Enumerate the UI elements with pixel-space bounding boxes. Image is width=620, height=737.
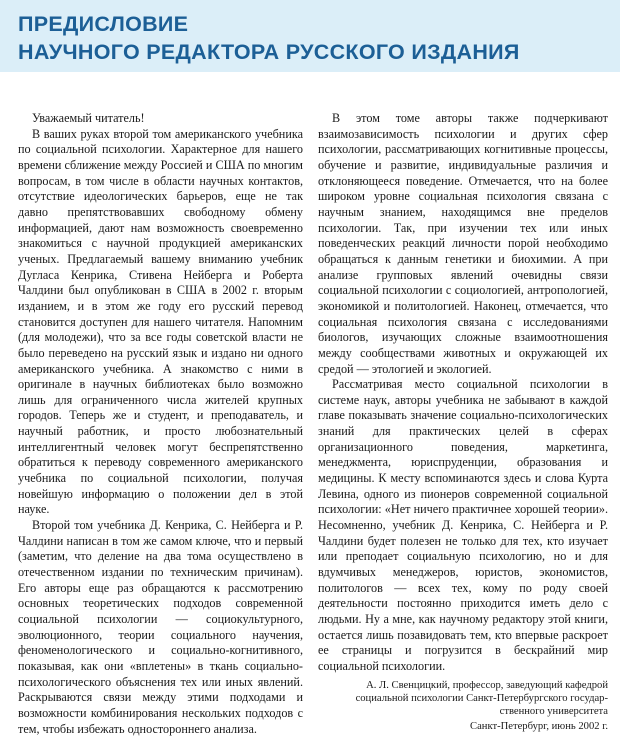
paragraph: В ваших руках второй том американского учебника по социальной психологии. Характерное для нашего времени сближение между Россией и США по многим вопросам, в том числе в области научных контактов, отсутствие идеологических барьеров, еще не так давно препятствовавших свободному обмену информацией, дают нам возможность своевременно знакомиться с научной продукцией американских ученых. Предлагаемый вашему вниманию учебник Дугласа Кенрика, Стивена Нейберга и Роберта Чалдини был опубликован в США в 2002 г. вторым изданием, и в этом же году его русский перевод становится доступен для нашего читателя. Напомним (для молодежи), что за все годы советской власти не было переведено на русский язык и издано ни одного американского учебника. А знакомство с ними в оригинале в научных библиотеках было возможно лишь для ограниченного числа жителей крупных городов. Теперь же и студент, и преподаватель, и научный работник, и просто любознательный интеллигентный человек могут беспрепятственно обратиться к переводу современного американского учебника по социальной психологии, получая новейшую информацию о положении дел в этой науке.: [18, 126, 303, 517]
editor-signature: [318, 679, 608, 733]
right-text-column: [318, 111, 608, 733]
signature-line: А. Л. Свенцицкий, профессор, заведующий кафедрой: [366, 679, 608, 691]
signature-line: социальной психологии Санкт-Петербургского государ-: [355, 692, 608, 704]
chapter-title-line-1: ПРЕДИСЛОВИЕ: [18, 12, 189, 36]
chapter-title-line-2: НАУЧНОГО РЕДАКТОРА РУССКОГО ИЗДАНИЯ: [18, 40, 520, 64]
left-text-column: [18, 111, 303, 737]
paragraph: Второй том учебника Д. Кенрика, С. Нейберга и Р. Чалдини написан в том же самом ключе, что и первый (заметим, что деление на два тома осуществлено в отечественном издании по техническим причинам). Его авторы еще раз обращаются к рассмотрению основных теоретических подходов современной социальной психологии — социокультурного, эволюционного, теории социального научения, феноменологического и социально-когнитивного, показывая, как они «вплетены» в ткань социально-психологического объяснения тех или иных явлений. Раскрываются связи между этими подходами и возможности комбинирования нескольких подходов с тем, чтобы избежать одностороннего анализа.: [18, 518, 303, 736]
place-date: Санкт-Петербург, июнь 2002 г.: [470, 720, 608, 732]
greeting: Уважаемый читатель!: [32, 111, 145, 125]
paragraph: В этом томе авторы также подчеркивают взаимозависимость психологии и других сфер психологии, рассматривающих когнитивные процессы, обучение и развитие, индивидуальные различия и отклоняющееся поведение. Отмечается, что на более широком уровне социальная психология связана с научным знанием, находящимся вне пределов психологии. Так, при изучении тех или иных поведенческих реакций личности порой необходимо обращаться к данным генетики и биохимии. А при анализе групповых явлений очевидны связи социальной психологии с социологией, антропологией, экономикой и политологией. Наконец, отмечается, что социальная психология связана с исследованиями биологов, изучающих сложные взаимоотношения между сообществами животных и окружающей их средой — этологией и экологией.: [318, 111, 608, 376]
paragraph: Рассматривая место социальной психологии в системе наук, авторы учебника не забывают в каждой главе показывать значение социально-психологических знаний для практических целей в сферах организационного поведения, маркетинга, менеджмента, юриспруденции, образования и медицины. К месту вспоминаются здесь и слова Курта Левина, одного из пионеров современной социальной психологии: «Нет ничего практичнее хорошей теории». Несомненно, учебник Д. Кенрика, С. Нейберга и Р. Чалдини будет полезен не только для тех, кто изучает или преподает социальную психологию, но и для вдумчивых менеджеров, юристов, экономистов, политологов — всех тех, кому по роду своей деятельности постоянно приходится иметь дело с людьми. Ну а мне, как научному редактору этой книги, остается лишь позавидовать тем, кто впервые раскроет ее страницы и погрузится в бескрайний мир социальной психологии.: [318, 377, 608, 673]
chapter-header: [0, 0, 620, 72]
signature-line: ственного университета: [499, 705, 608, 717]
